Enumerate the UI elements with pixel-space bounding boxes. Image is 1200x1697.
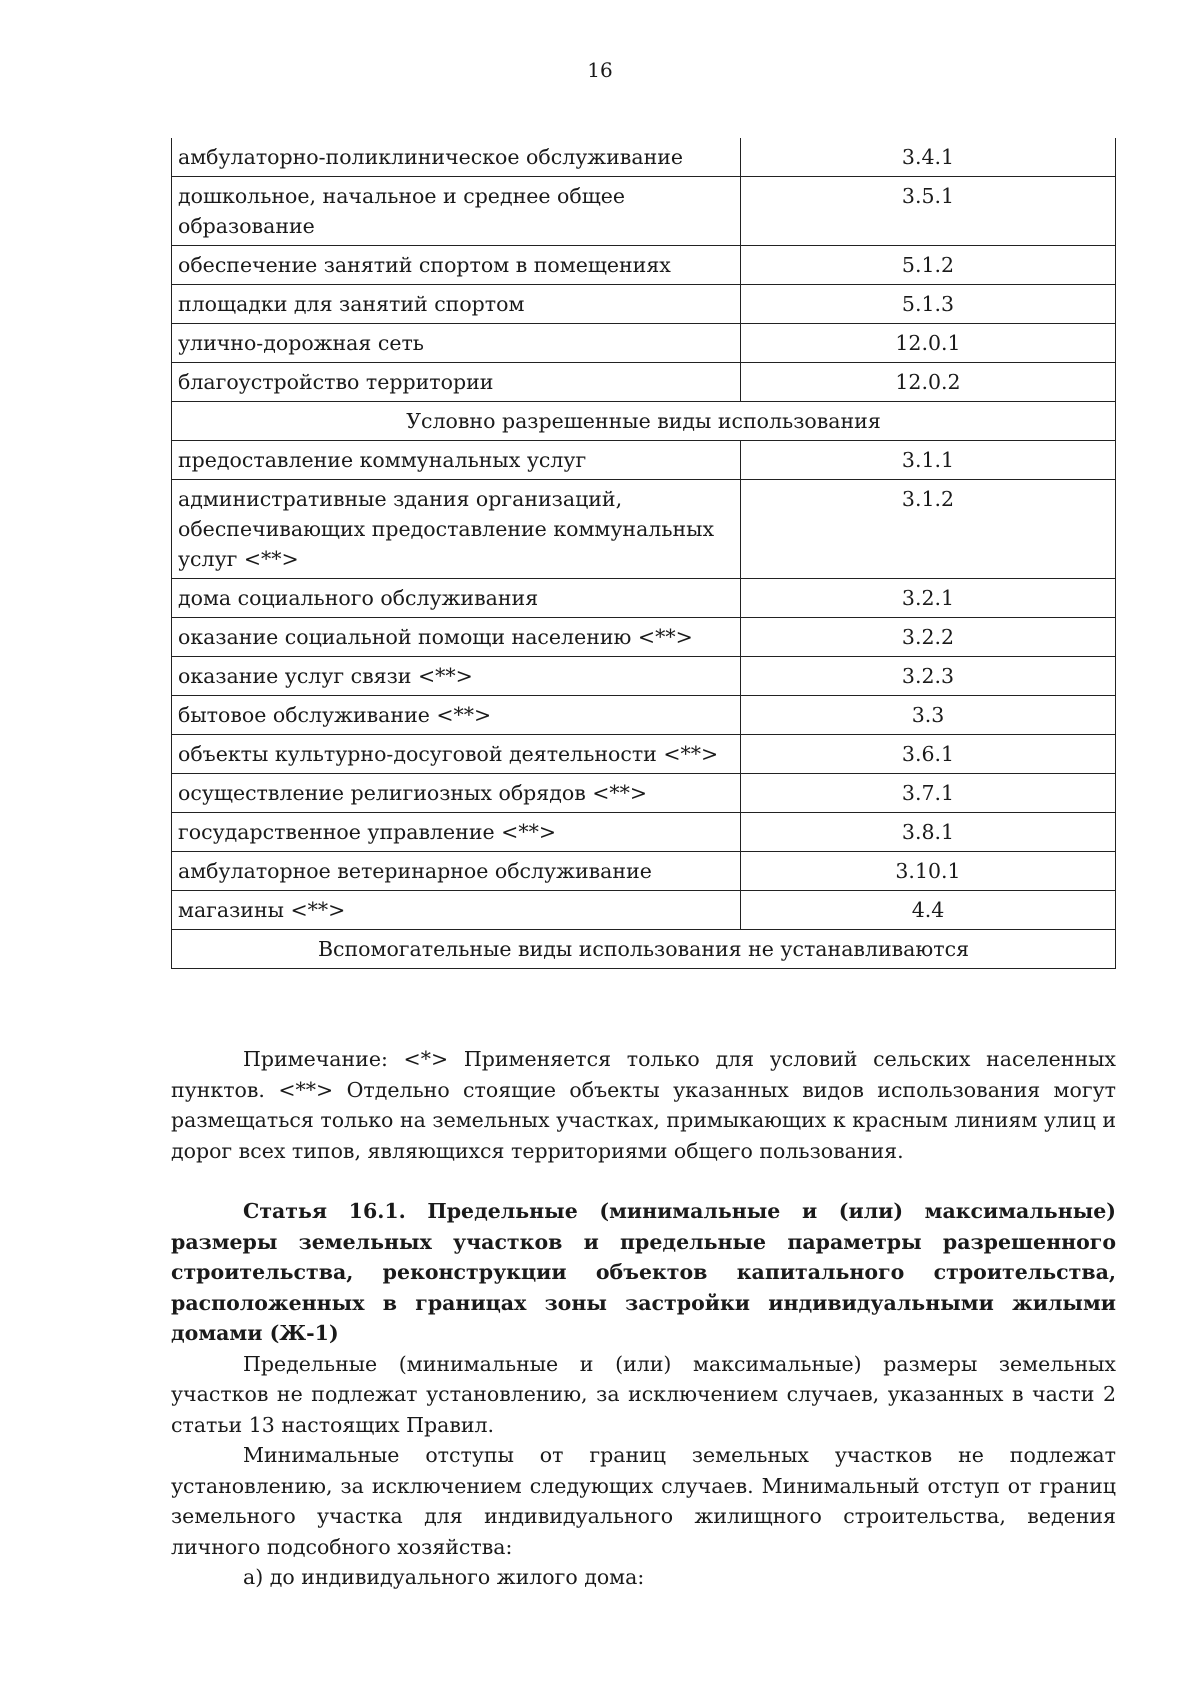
use-code: 3.10.1 [741, 852, 1116, 891]
table-row [172, 852, 1116, 891]
use-name: амбулаторное ветеринарное обслуживание [172, 852, 741, 891]
use-code: 3.2.3 [741, 657, 1116, 696]
use-code: 3.3 [741, 696, 1116, 735]
use-code: 3.1.1 [741, 441, 1116, 480]
table-row [172, 891, 1116, 930]
table-row [172, 618, 1116, 657]
section-heading: Вспомогательные виды использования не устанавливаются [172, 930, 1116, 969]
use-name: магазины <**> [172, 891, 741, 930]
page-number: 16 [587, 58, 613, 82]
use-name: осуществление религиозных обрядов <**> [172, 774, 741, 813]
use-name: административные здания организаций, обеспечивающих предоставление коммунальных услуг <**> [172, 480, 741, 579]
use-code: 3.2.2 [741, 618, 1116, 657]
use-code: 3.8.1 [741, 813, 1116, 852]
table-row [172, 246, 1116, 285]
use-code: 3.6.1 [741, 735, 1116, 774]
table-row [172, 579, 1116, 618]
use-name: обеспечение занятий спортом в помещениях [172, 246, 741, 285]
use-name: бытовое обслуживание <**> [172, 696, 741, 735]
use-code: 3.2.1 [741, 579, 1116, 618]
use-code: 3.7.1 [741, 774, 1116, 813]
use-code: 5.1.3 [741, 285, 1116, 324]
table-row [172, 441, 1116, 480]
article-title: Статья 16.1. Предельные (минимальные и (или) максимальные) размеры земельных участков и предельные параметры разрешенного строительства, реконструкции объектов капитального строительства, расположенных в границах зоны застройки индивидуальными жилыми домами (Ж-1) [171, 1199, 1116, 1345]
use-code: 4.4 [741, 891, 1116, 930]
table-row [172, 735, 1116, 774]
table-row [172, 696, 1116, 735]
use-code: 12.0.1 [741, 324, 1116, 363]
land-use-table [171, 138, 1116, 969]
section-heading: Условно разрешенные виды использования [172, 402, 1116, 441]
section-row-conditional [172, 402, 1116, 441]
use-code: 3.1.2 [741, 480, 1116, 579]
use-name: амбулаторно-поликлиническое обслуживание [172, 138, 741, 177]
article-list-item: а) до индивидуального жилого дома: [243, 1565, 645, 1589]
use-name: государственное управление <**> [172, 813, 741, 852]
use-name: благоустройство территории [172, 363, 741, 402]
article-16-1 [171, 1196, 1116, 1593]
use-name: дошкольное, начальное и среднее общее образование [172, 177, 741, 246]
use-code: 12.0.2 [741, 363, 1116, 402]
table-row [172, 657, 1116, 696]
table-row [172, 285, 1116, 324]
table-note: Примечание: <*> Применяется только для условий сельских населенных пунктов. <**> Отдельно стоящие объекты указанных видов использования могут размещаться только на земельных участках, примыкающих к красным линиям улиц и дорог всех типов, являющихся территориями общего пользования. [171, 1047, 1116, 1163]
use-code: 5.1.2 [741, 246, 1116, 285]
table-row [172, 324, 1116, 363]
use-name: объекты культурно-досуговой деятельности <**> [172, 735, 741, 774]
section-row-auxiliary [172, 930, 1116, 969]
table-note-block [171, 1044, 1116, 1166]
use-name: предоставление коммунальных услуг [172, 441, 741, 480]
table-row [172, 138, 1116, 177]
use-code: 3.5.1 [741, 177, 1116, 246]
use-name: дома социального обслуживания [172, 579, 741, 618]
table-row [172, 813, 1116, 852]
use-name: улично-дорожная сеть [172, 324, 741, 363]
use-name: оказание социальной помощи населению <**> [172, 618, 741, 657]
table-row [172, 363, 1116, 402]
use-name: площадки для занятий спортом [172, 285, 741, 324]
article-paragraph: Минимальные отступы от границ земельных участков не подлежат установлению, за исключением следующих случаев. Минимальный отступ от границ земельного участка для индивидуального жилищного строительства, ведения личного подсобного хозяйства: [171, 1443, 1116, 1559]
table-row [172, 774, 1116, 813]
article-paragraph: Предельные (минимальные и (или) максимальные) размеры земельных участков не подлежат установлению, за исключением случаев, указанных в части 2 статьи 13 настоящих Правил. [171, 1351, 1116, 1437]
use-name: оказание услуг связи <**> [172, 657, 741, 696]
table-row [172, 177, 1116, 246]
table-row [172, 480, 1116, 579]
use-code: 3.4.1 [741, 138, 1116, 177]
